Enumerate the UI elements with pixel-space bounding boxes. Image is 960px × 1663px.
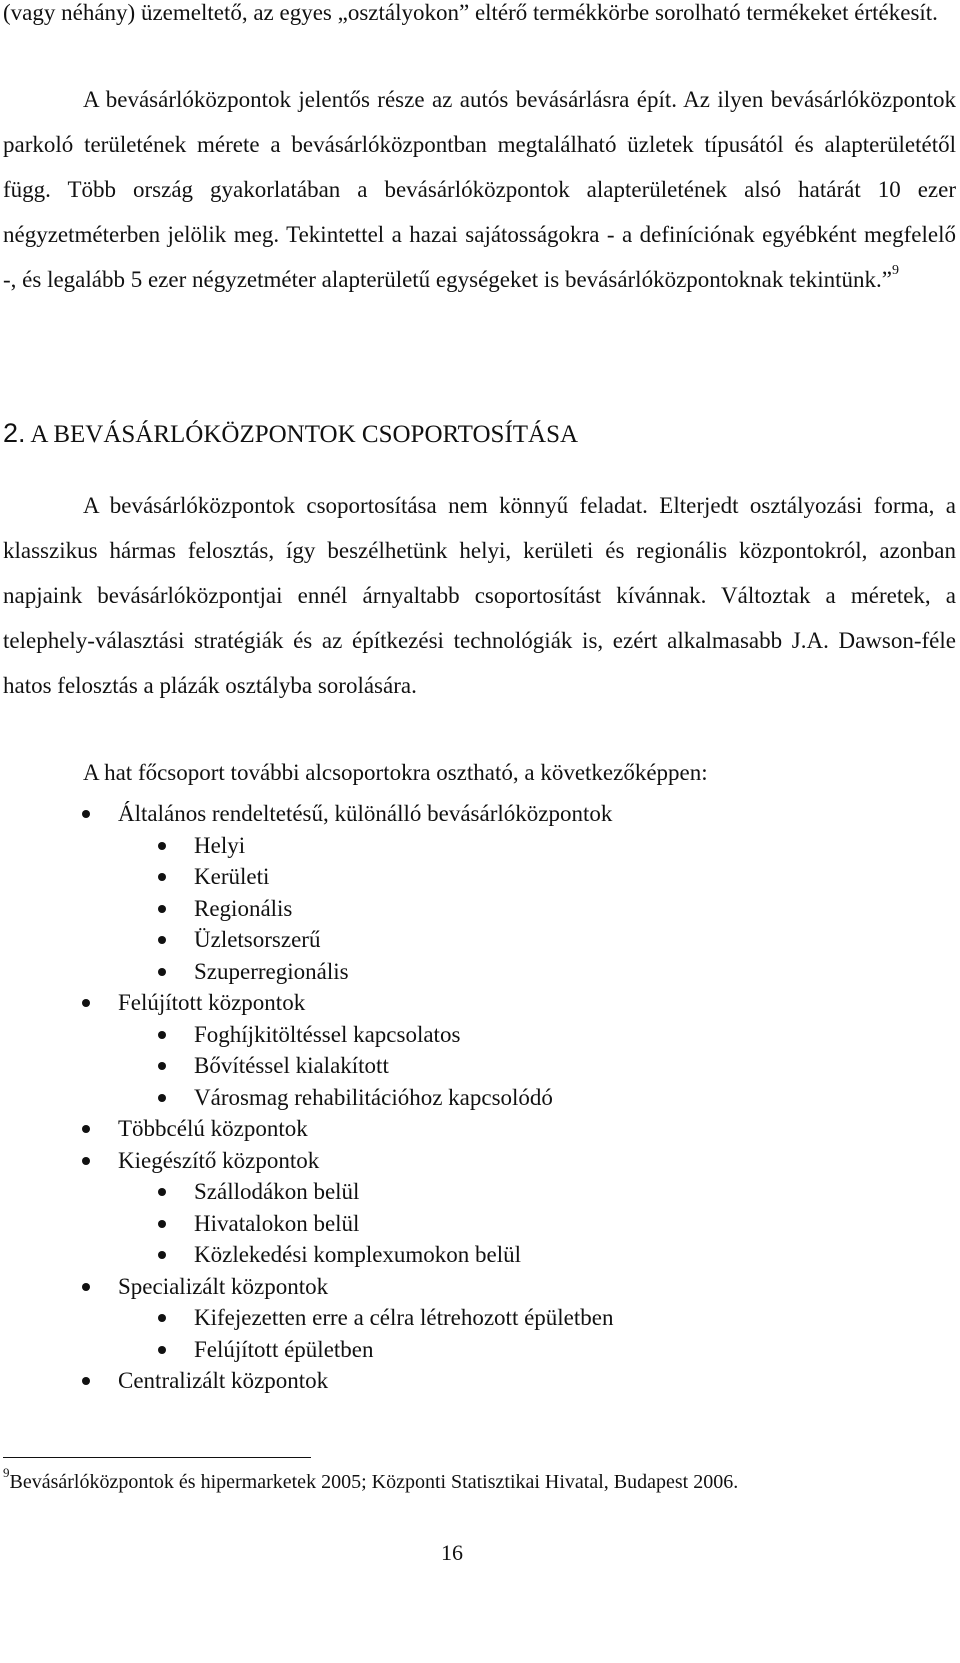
sub-list-item-label: Helyi [194, 832, 246, 858]
bullet-icon [158, 1346, 166, 1354]
bullet-icon [158, 842, 166, 850]
sub-list-item-label: Felújított épületben [194, 1336, 374, 1362]
bullet-icon [82, 810, 90, 818]
paragraph-intro-list [3, 750, 956, 795]
paragraph-parking [3, 77, 956, 302]
section-number: 2. [3, 418, 26, 448]
bullet-icon [158, 968, 166, 976]
sub-list-item [0, 924, 900, 956]
list-item [0, 798, 900, 830]
category-list [0, 798, 900, 1397]
bullet-icon [82, 1125, 90, 1133]
bullet-icon [82, 1157, 90, 1165]
list-item [0, 987, 900, 1019]
section-heading [3, 418, 578, 449]
footnote-reference: 9 [891, 263, 899, 279]
sub-list-item [0, 893, 900, 925]
sub-list-item [0, 956, 900, 988]
bullet-icon [82, 1283, 90, 1291]
sub-list-item-label: Kerületi [194, 864, 270, 889]
bullet-icon [82, 999, 90, 1007]
sub-list-item-label: Bővítéssel kialakított [194, 1053, 389, 1078]
paragraph-3: A bevásárlóközpontok csoportosítása nem könnyű feladat. Elterjedt osztályozási forma, a klasszikus hármas felosztás, így beszélhetünk helyi, kerületi és regionális központokról, azonban napjaink bevásárlóközpontjai ennél árnyaltabb csoportosítást kívánnak. Változtak a méretek, a telephely-választási stratégiák és az építkezési technológiák is, ezért alkalmasabb J.A. Dawson-féle hatos felosztás a plázák osztályba sorolására. [3, 493, 956, 698]
sub-list-item-label: Regionális [194, 895, 293, 921]
list-item-label: Felújított központok [118, 990, 306, 1015]
sub-list-item-label: Közlekedési komplexumokon belül [194, 1242, 522, 1267]
bullet-icon [158, 1314, 166, 1322]
paragraph-continuation [3, 0, 956, 35]
list-item-label: Centralizált központok [118, 1368, 329, 1393]
list-item-label: Kiegészítő központok [118, 1147, 320, 1173]
bullet-icon [158, 905, 166, 913]
sub-list-item [0, 1302, 900, 1334]
page-number: 16 [441, 1540, 463, 1565]
sub-list-item [0, 1334, 900, 1366]
paragraph-classification [3, 483, 956, 708]
list-item-label: Általános rendeltetésű, különálló bevásárlóközpontok [118, 801, 613, 826]
paragraph-2 [3, 77, 956, 302]
list-item [0, 1365, 900, 1397]
sub-list-item [0, 1050, 900, 1082]
sub-list-item [0, 830, 900, 862]
bullet-icon [158, 1251, 166, 1259]
bullet-icon [158, 1094, 166, 1102]
bullet-icon [158, 1220, 166, 1228]
list-item [0, 1113, 900, 1145]
sub-list-item [0, 1208, 900, 1240]
bullet-icon [158, 873, 166, 881]
sub-list-item-label: Kifejezetten erre a célra létrehozott épületben [194, 1305, 614, 1330]
list-item [0, 1271, 900, 1303]
sub-list-item-label: Szuperregionális [194, 958, 349, 984]
sub-list-item [0, 1019, 900, 1051]
section-title: A BEVÁSÁRLÓKÖZPONTOK CSOPORTOSÍTÁSA [30, 421, 579, 448]
bullet-icon [158, 1188, 166, 1196]
bullet-icon [158, 1031, 166, 1039]
list-item-label: Specializált központok [118, 1273, 329, 1299]
footnote-text: Bevásárlóközpontok és hipermarketek 2005; Központi Statisztikai Hivatal, Budapest 2006. [9, 1471, 739, 1493]
sub-list-item-label: Üzletsorszerű [194, 927, 321, 952]
sub-list-item [0, 861, 900, 893]
sub-list-item-label: Városmag rehabilitációhoz kapcsolódó [194, 1084, 553, 1110]
list-item-label: Többcélú központok [118, 1116, 308, 1141]
paragraph-4: A hat főcsoport további alcsoportokra osztható, a következőképpen: [83, 760, 708, 785]
bullet-icon [158, 936, 166, 944]
paragraph-1: (vagy néhány) üzemeltető, az egyes „osztályokon” eltérő termékkörbe sorolható termékeket értékesít. [3, 0, 938, 25]
sub-list-item [0, 1239, 900, 1271]
sub-list-item [0, 1176, 900, 1208]
sub-list-item [0, 1082, 900, 1114]
footnote-separator [3, 1457, 311, 1458]
footnote-number: 9 [3, 1465, 10, 1481]
sub-list-item-label: Foghíjkitöltéssel kapcsolatos [194, 1021, 461, 1047]
paragraph-2-text: A bevásárlóközpontok jelentős része az autós bevásárlásra épít. Az ilyen bevásárlóközpontok parkoló területének mérete a bevásárlóközpontban megtalálható üzletek típusától és alapterületétől függ. Több ország gyakorlatában a bevásárlóközpontok alapterületének alsó határát 10 ezer négyzetméterben jelölik meg. Tekintettel a hazai sajátosságokra - a definíciónak egyébként megfelelő -, és legalább 5 ezer négyzetméter alapterületű egységeket is bevásárlóközpontoknak tekintünk.” [3, 87, 956, 292]
bullet-icon [82, 1377, 90, 1385]
bullet-icon [158, 1062, 166, 1070]
sub-list-item-label: Szállodákon belül [194, 1179, 360, 1204]
footnote [3, 1465, 739, 1496]
sub-list-item-label: Hivatalokon belül [194, 1210, 360, 1236]
list-item [0, 1145, 900, 1177]
